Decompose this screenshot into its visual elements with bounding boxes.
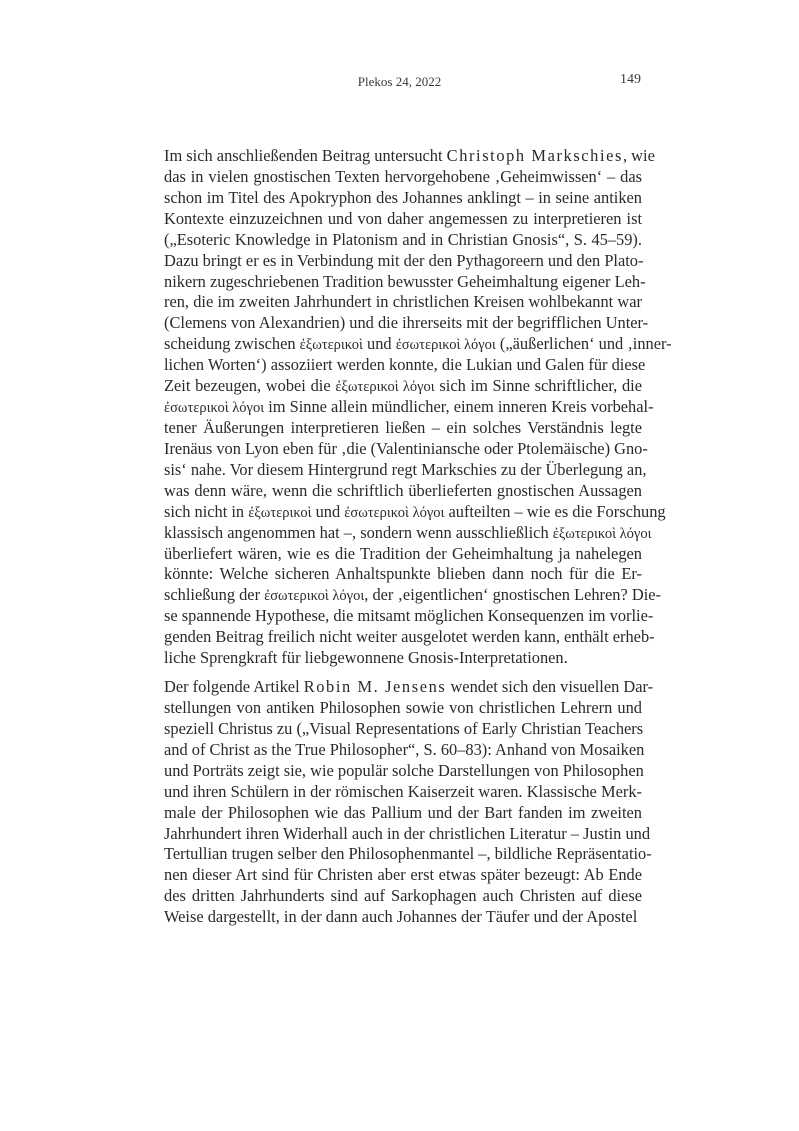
text-line: und ihren Schülern in der römischen Kaiserzeit waren. Klassische Merk- — [164, 781, 642, 801]
running-title: Plekos 24, 2022 — [357, 74, 442, 89]
text-line: liche Sprengkraft für liebgewonnene Gnosis-Interpretationen. — [164, 648, 568, 668]
text-line: das in vielen gnostischen Texten hervorgehobene ‚Geheimwissen‘ – das — [164, 166, 642, 186]
page-header — [0, 74, 799, 94]
body-text — [164, 146, 672, 936]
page-number: 149 — [620, 72, 641, 87]
greek-term: ἐσωτερικοὶ λόγοι — [164, 400, 265, 417]
text-line: Weise dargestellt, in der dann auch Johannes der Täufer und der Apostel — [164, 907, 638, 927]
text-line: überliefert wären, wie es die Tradition der Geheimhaltung ja nahelegen — [164, 543, 642, 563]
text-line: lichen Worten‘) assoziiert werden konnte, die Lukian und Galen für diese — [164, 355, 646, 375]
author-name: Christoph Markschies — [446, 146, 623, 165]
text-line: male der Philosophen wie das Pallium und der Bart fanden im zweiten — [164, 802, 642, 822]
text-line: Jahrhundert ihren Widerhall auch in der christlichen Literatur – Justin und — [164, 823, 651, 843]
text-line: nikern zugeschriebenen Tradition bewusster Geheimhaltung eigener Leh- — [164, 271, 646, 291]
text-line: speziell Christus zu („Visual Representations of Early Christian Teachers — [164, 718, 644, 738]
text-line: des dritten Jahrhunderts sind auf Sarkophagen auch Christen auf diese — [164, 886, 642, 906]
text-line: sich nicht in ἐξωτερικοὶ und ἐσωτερικοὶ λόγοι aufteilten – wie es die Forschung — [164, 501, 666, 521]
text-line: stellungen von antiken Philosophen sowie von christlichen Lehrern und — [164, 697, 642, 717]
text-line: genden Beitrag freilich nicht weiter ausgelotet werden kann, enthält erheb- — [164, 627, 655, 647]
text-line: se spannende Hypothese, die mitsamt möglichen Konsequenzen im vorlie- — [164, 606, 654, 626]
text-line: nen dieser Art sind für Christen aber erst etwas später bezeugt: Ab Ende — [164, 865, 642, 885]
text-line: Im sich anschließenden Beitrag untersucht Christoph Markschies, wie — [164, 146, 655, 165]
text-line: Der folgende Artikel Robin M. Jensens wendet sich den visuellen Dar- — [164, 677, 654, 697]
author-name: Robin M. Jensens — [303, 677, 447, 697]
greek-term: ἐξωτερικοὶ — [248, 504, 312, 521]
text-line: und Porträts zeigt sie, wie populär solche Darstellungen von Philosophen — [164, 760, 644, 780]
greek-term: ἐσωτερικοὶ λόγοι — [344, 504, 445, 521]
greek-term: ἐξωτερικοὶ λόγοι — [335, 379, 435, 396]
text-line: schon im Titel des Apokryphon des Johannes anklingt – in seine antiken — [164, 187, 642, 207]
text-line: („Esoteric Knowledge in Platonism and in Christian Gnosis“, S. 45–59). — [164, 229, 642, 249]
text-line: Zeit bezeugen, wobei die ἐξωτερικοὶ λόγοι sich im Sinne schriftlicher, die — [164, 376, 642, 396]
greek-term: ἐσωτερικοὶ λόγοι — [264, 588, 365, 605]
text-line: Dazu bringt er es in Verbindung mit der den Pythagoreern und den Plato- — [164, 250, 644, 270]
text-line: klassisch angenommen hat –, sondern wenn ausschließlich ἐξωτερικοὶ λόγοι — [164, 522, 652, 542]
text-line: könnte: Welche sicheren Anhaltspunkte blieben dann noch für die Er- — [164, 564, 642, 584]
greek-term: ἐξωτερικοὶ λόγοι — [552, 525, 652, 542]
text-line: Tertullian trugen selber den Philosophenmantel –, bildliche Repräsentatio- — [164, 844, 652, 864]
text-line: tener Äußerungen interpretieren ließen – ein solches Verständnis legte — [164, 417, 642, 437]
text-line: and of Christ as the True Philosopher“, S. 60–83): Anhand von Mosaiken — [164, 739, 645, 759]
text-line: Irenäus von Lyon eben für ‚die (Valentiniansche oder Ptolemäische) Gno- — [164, 438, 648, 458]
greek-term: ἐξωτερικοὶ — [299, 337, 363, 354]
greek-term: ἐσωτερικοὶ λόγοι — [395, 337, 496, 354]
text-line: scheidung zwischen ἐξωτερικοὶ und ἐσωτερικοὶ λόγοι („äußerlichen‘ und ‚inner- — [164, 334, 672, 354]
text-line: sis‘ nahe. Vor diesem Hintergrund regt Markschies zu der Überlegung an, — [164, 459, 647, 479]
paragraph — [164, 677, 654, 928]
text-line: ἐσωτερικοὶ λόγοι im Sinne allein mündlicher, einem inneren Kreis vorbehal- — [164, 397, 654, 417]
paragraph — [164, 146, 672, 669]
text-line: Kontexte einzuzeichnen und von daher angemessen zu interpretieren ist — [164, 208, 642, 228]
text-line: schließung der ἐσωτερικοὶ λόγοι, der ‚eigentlichen‘ gnostischen Lehren? Die- — [164, 585, 661, 605]
text-line: (Clemens von Alexandrien) und die ihrerseits mit der begrifflichen Unter- — [164, 313, 649, 333]
text-line: ren, die im zweiten Jahrhundert in christlichen Kreisen wohlbekannt war — [164, 292, 642, 312]
text-line: was denn wäre, wenn die schriftlich überlieferten gnostischen Aussagen — [164, 480, 642, 500]
